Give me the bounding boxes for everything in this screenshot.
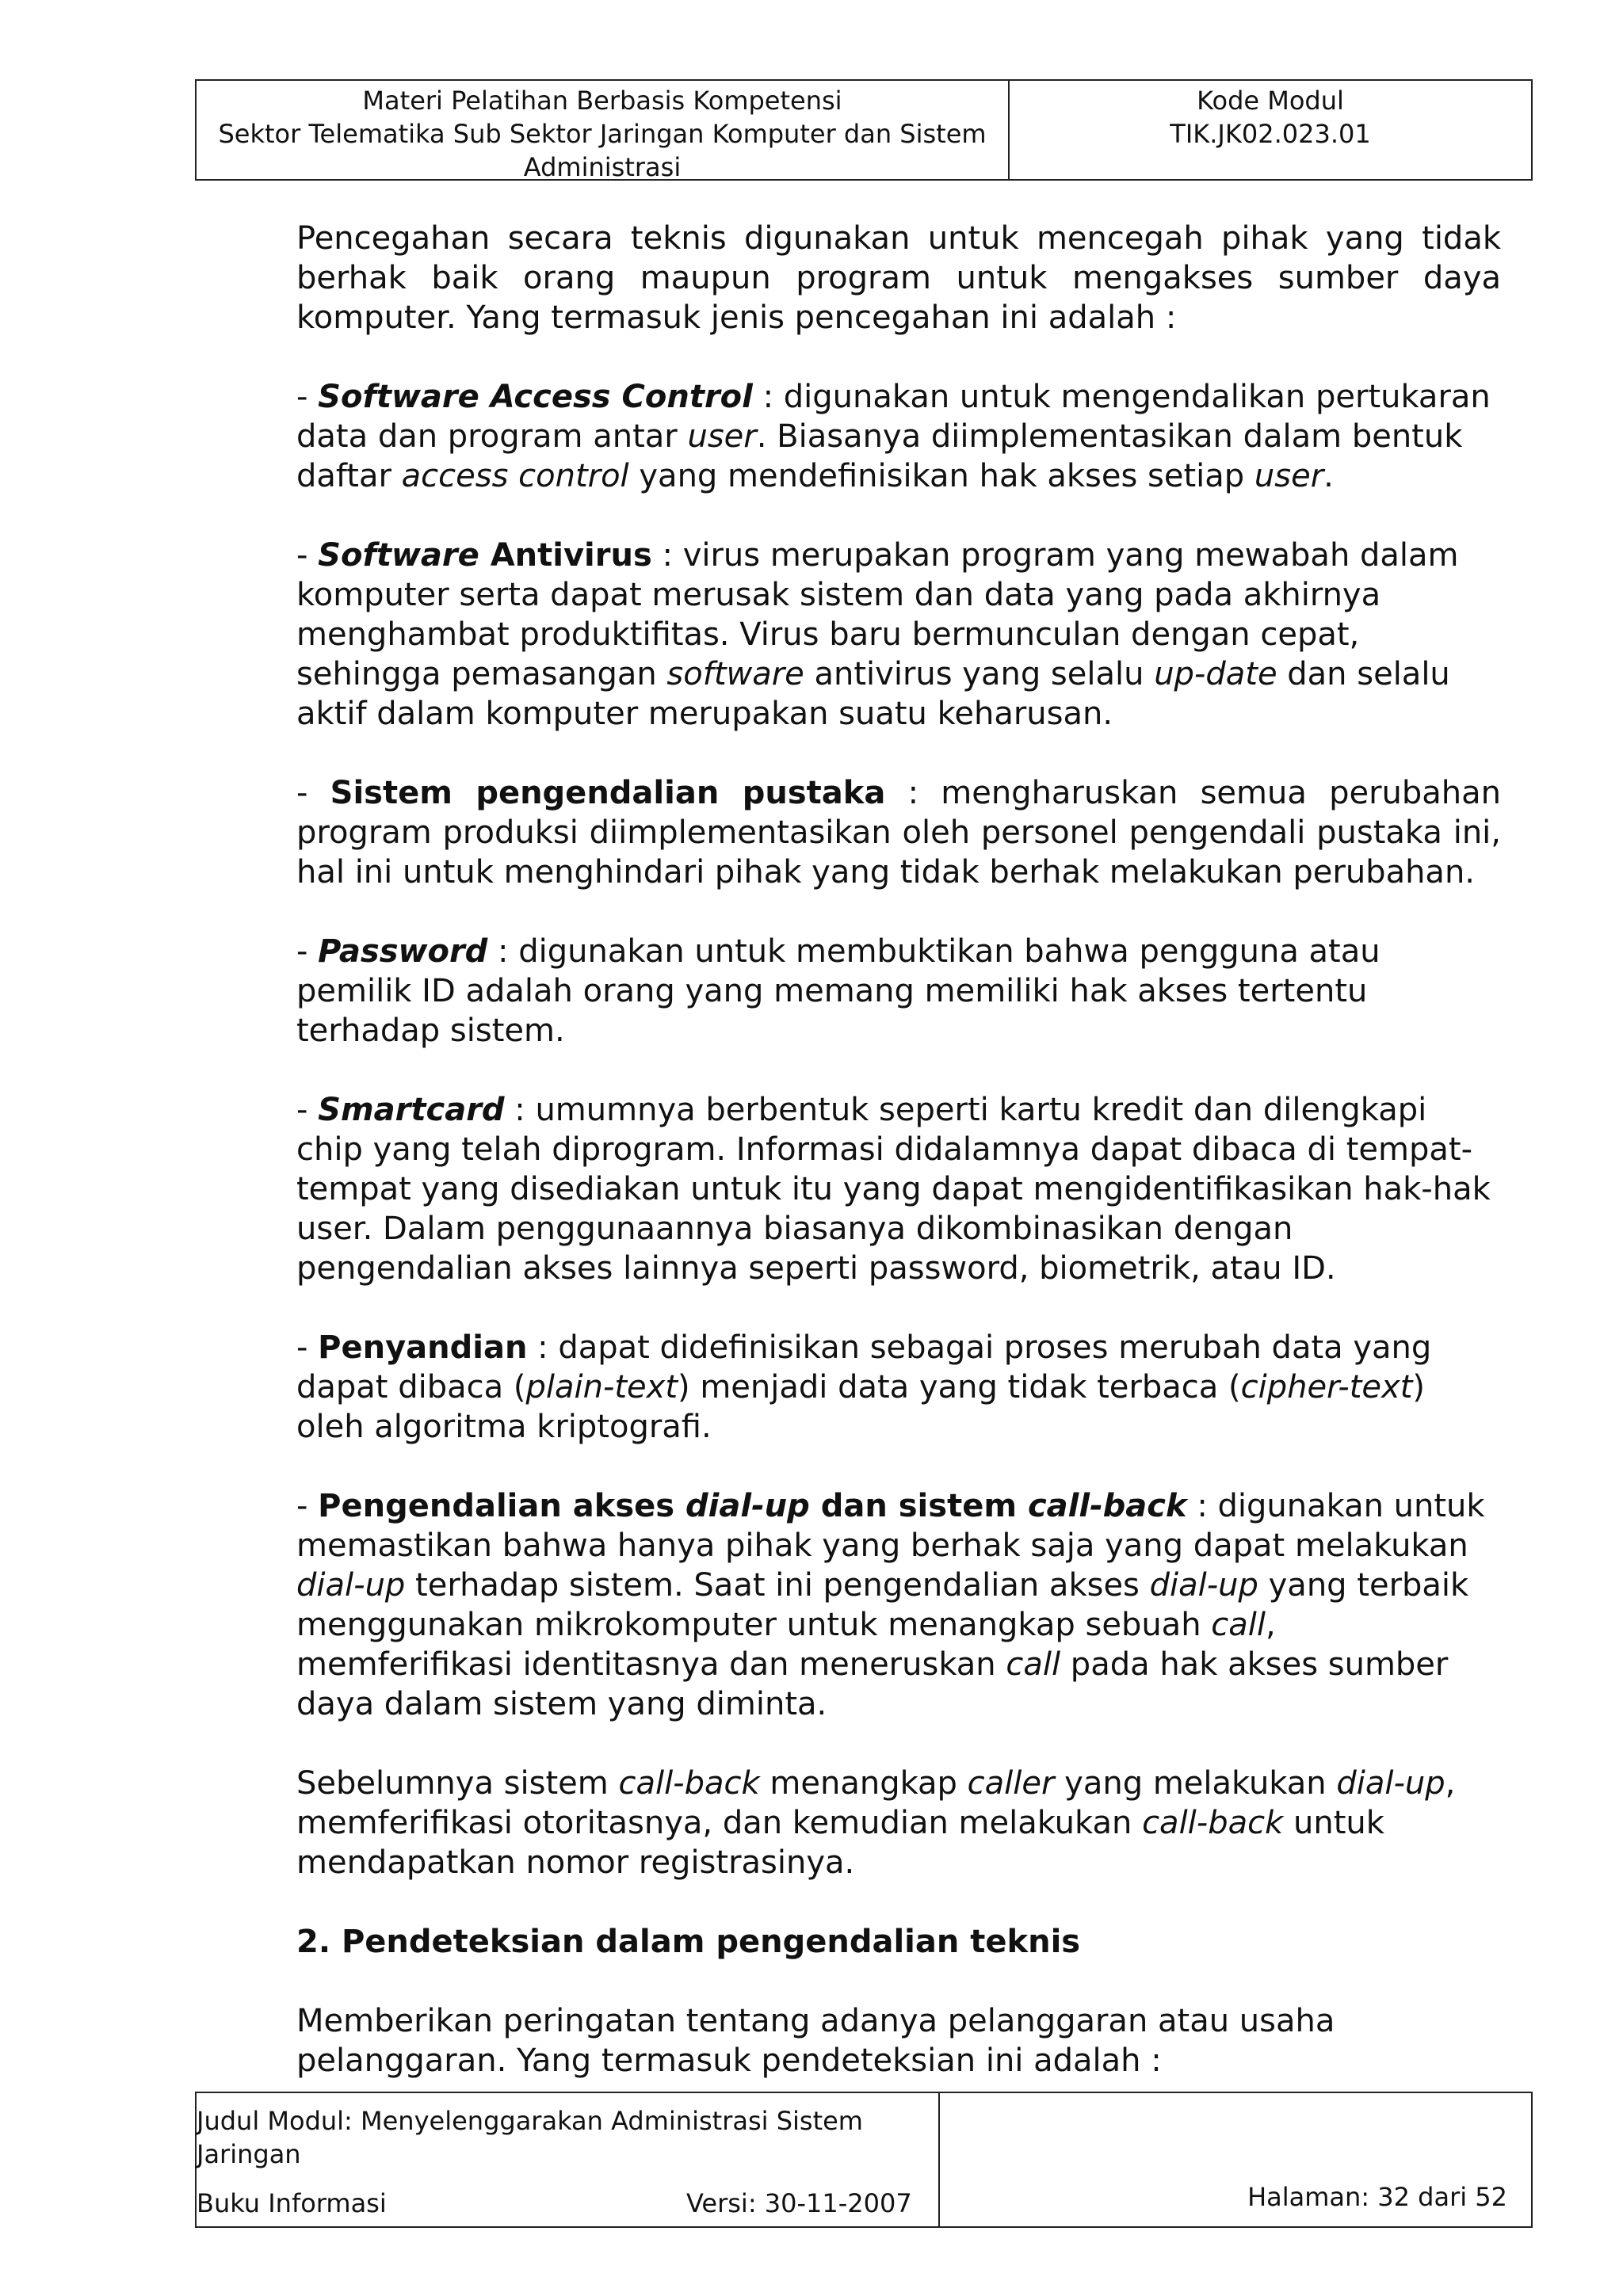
- item-text: yang terbaik menggunakan mikrokomputer untuk menangkap sebuah: [296, 1567, 1469, 1643]
- item-term: Password: [318, 933, 488, 970]
- item-text: ) menjadi data yang tidak terbaca (: [678, 1369, 1241, 1405]
- item-text: pada hak akses sumber daya dalam sistem yang diminta.: [296, 1646, 1449, 1722]
- software-access-control-item: [296, 377, 1501, 496]
- item-text: menangkap: [759, 1765, 968, 1802]
- item-italic: call: [1211, 1607, 1266, 1643]
- item-text: , memferifikasi identitasnya dan meneruskan: [296, 1607, 1276, 1683]
- module-code-value: TIK.JK02.023.01: [1170, 119, 1371, 149]
- dialup-callback-item: [296, 1486, 1501, 1724]
- item-dash: -: [296, 1329, 319, 1366]
- item-term: Smartcard: [318, 1092, 505, 1128]
- item-italic: plain-text: [525, 1369, 678, 1405]
- item-term-italic: Software: [318, 537, 479, 574]
- item-term: Pengendalian akses: [318, 1488, 686, 1524]
- page-footer: [195, 2092, 1533, 2228]
- item-italic: up-date: [1154, 656, 1277, 692]
- item-text: untuk mendapatkan nomor registrasinya.: [296, 1805, 1384, 1881]
- item-dash: -: [296, 1488, 319, 1524]
- footer-book-type: Buku Informasi: [197, 2188, 387, 2218]
- footer-module-title: Judul Modul: Menyelenggarakan Administrasi Sistem Jaringan: [197, 2106, 863, 2169]
- item-text: .: [1323, 458, 1334, 494]
- encryption-item: [296, 1328, 1501, 1447]
- item-term: Software Access Control: [318, 379, 753, 415]
- item-term-italic: call-back: [1027, 1488, 1187, 1524]
- page-header: [195, 79, 1533, 181]
- item-text: : digunakan untuk memastikan bahwa hanya pihak yang berhak saja yang dapat melakukan: [296, 1488, 1485, 1564]
- item-text: yang melakukan: [1054, 1765, 1337, 1802]
- item-text: Sebelumnya sistem: [296, 1765, 619, 1802]
- header-course-line2: Sektor Telematika Sub Sektor Jaringan Komputer dan Sistem: [218, 119, 987, 149]
- software-antivirus-item: [296, 536, 1501, 734]
- item-italic: call-back: [618, 1765, 760, 1802]
- item-italic: caller: [967, 1765, 1055, 1802]
- header-course-line3: Administrasi: [523, 152, 682, 182]
- item-italic: user: [1254, 458, 1324, 494]
- item-term: Penyandian: [318, 1329, 528, 1366]
- page-body: [296, 219, 1501, 2120]
- item-text: . Biasanya diimplementasikan dalam bentuk daftar: [296, 418, 1463, 494]
- item-italic: cipher-text: [1240, 1369, 1413, 1405]
- item-text: antivirus yang selalu: [804, 656, 1155, 692]
- item-text: , memferifikasi otoritasnya, dan kemudian melakukan: [296, 1765, 1456, 1841]
- item-term: dan sistem: [809, 1488, 1028, 1524]
- item-italic: dial-up: [1149, 1567, 1258, 1604]
- item-italic: dial-up: [296, 1567, 406, 1604]
- item-italic: access control: [401, 458, 629, 494]
- intro-paragraph: Pencegahan secara teknis digunakan untuk mencegah pihak yang tidak berhak baik orang maupun program untuk mengakses sumber daya komputer. Yang termasuk jenis pencegahan ini adalah :: [296, 220, 1501, 336]
- item-italic: call-back: [1142, 1805, 1284, 1841]
- callback-paragraph: [296, 1764, 1501, 1882]
- item-text: : dapat didefinisikan sebagai proses merubah data yang dapat dibaca (: [296, 1329, 1432, 1405]
- footer-module-info: [197, 2093, 940, 2226]
- header-course-line1: Materi Pelatihan Berbasis Kompetensi: [362, 86, 842, 116]
- item-text: : virus merupakan program yang mewabah dalam komputer serta dapat merusak sistem dan data yang pada akhirnya menghambat produktifitas. Virus baru bermunculan dengan cepat, sehingga pemasangan: [296, 537, 1459, 692]
- item-text: : umumnya berbentuk seperti kartu kredit dan dilengkapi chip yang telah diprogram. Informasi didalamnya dapat dibaca di tempat-tempat yang disediakan untuk itu yang dapat mengidentifikasikan hak-hak user. Dalam penggunaannya biasanya dikombinasikan dengan pengendalian akses lainnya seperti password, biometrik, atau ID.: [296, 1092, 1491, 1287]
- item-term: Sistem pengendalian pustaka: [330, 775, 886, 811]
- footer-version: Versi: 30-11-2007: [686, 2188, 912, 2218]
- page-number: Halaman: 32 dari 52: [1247, 2182, 1507, 2212]
- footer-page-info: [940, 2093, 1531, 2226]
- item-term: Antivirus: [479, 537, 652, 574]
- item-text: dan selalu aktif dalam komputer merupakan suatu keharusan.: [296, 656, 1450, 732]
- item-text: : digunakan untuk mengendalikan pertukaran data dan program antar: [296, 379, 1491, 455]
- item-dash: -: [296, 933, 319, 970]
- item-text: terhadap sistem. Saat ini pengendalian akses: [405, 1567, 1150, 1604]
- header-course-info: [197, 81, 1010, 182]
- item-dash: -: [296, 379, 319, 415]
- item-italic: software: [666, 656, 804, 692]
- item-italic: call: [1006, 1646, 1061, 1683]
- item-italic: dial-up: [1336, 1765, 1445, 1802]
- item-text: yang mendefinisikan hak akses setiap: [628, 458, 1254, 494]
- item-dash: -: [296, 537, 319, 574]
- section2-paragraph: Memberikan peringatan tentang adanya pelanggaran atau usaha pelanggaran. Yang termasuk pendeteksian ini adalah :: [296, 2003, 1335, 2079]
- header-module-code: [1010, 81, 1531, 179]
- section-heading: 2. Pendeteksian dalam pengendalian teknis: [296, 1924, 1081, 1960]
- library-control-item: [296, 773, 1501, 892]
- item-dash: -: [296, 775, 330, 811]
- item-text: : mengharuskan semua perubahan program produksi diimplementasikan oleh personel pengendali pustaka ini, hal ini untuk menghindari pihak yang tidak berhak melakukan perubahan.: [296, 775, 1501, 891]
- password-item: [296, 932, 1501, 1051]
- module-code-label: Kode Modul: [1197, 86, 1344, 116]
- smartcard-item: [296, 1090, 1501, 1288]
- item-italic: user: [687, 418, 757, 455]
- item-text: : digunakan untuk membuktikan bahwa pengguna atau pemilik ID adalah orang yang memang memiliki hak akses tertentu terhadap sistem.: [296, 933, 1381, 1049]
- item-dash: -: [296, 1092, 319, 1128]
- item-term-italic: dial-up: [685, 1488, 810, 1524]
- item-text: ) oleh algoritma kriptografi.: [296, 1369, 1425, 1445]
